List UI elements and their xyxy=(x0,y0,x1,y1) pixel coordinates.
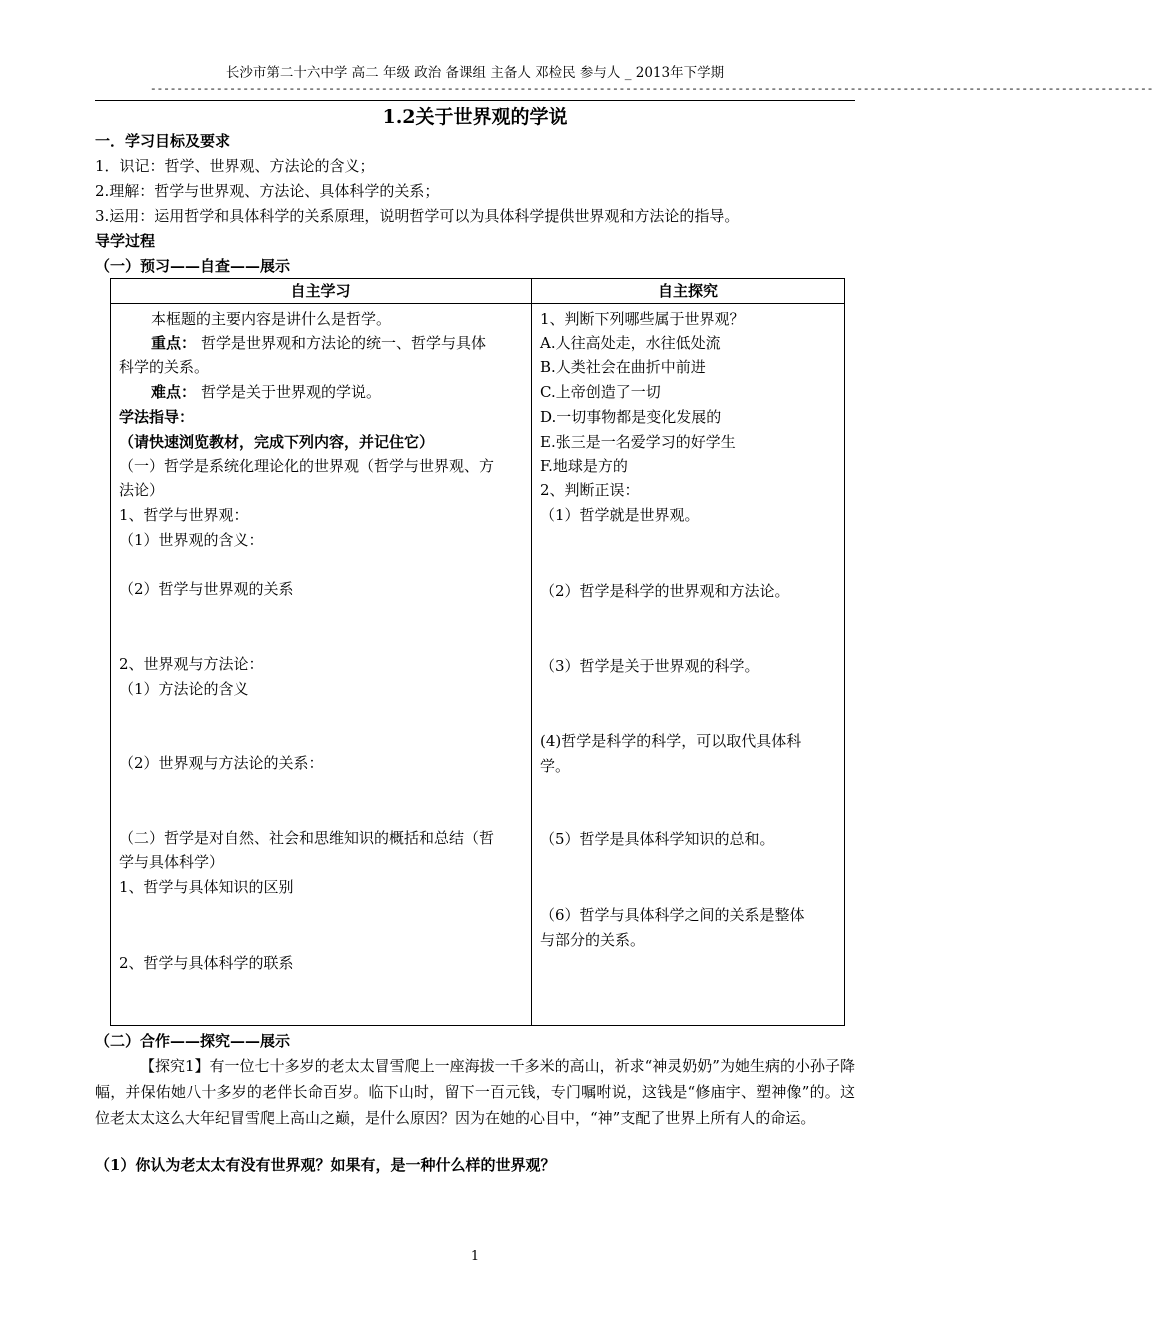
inquiry-paragraph: 【探究1】有一位七十多岁的老太太冒雪爬上一座海拔一千多米的高山，祈求“神灵奶奶”为她生病的小孙子降幅，并保佑她八十多岁的老伴长命百岁。临下山时，留下一百元钱，专门嘱咐说，这钱是“修庙宇、塑神像”的。这位老太太这么大年纪冒雪爬上高山之巅，是什么原因？因为在她的心目中，“神”支配了世界上所有人的命运。 xyxy=(95,1057,855,1127)
left-cell-line: 本框题的主要内容是讲什么是哲学。 xyxy=(151,310,392,328)
question-1: （1）你认为老太太有没有世界观？如果有，是一种什么样的世界观？ xyxy=(95,1156,556,1174)
right-cell-option: D.一切事物都是变化发展的 xyxy=(540,408,722,426)
page-number: 1 xyxy=(470,1249,480,1264)
table-column-divider xyxy=(531,278,532,1026)
right-cell-option: B.人类社会在曲折中前进 xyxy=(540,358,706,376)
right-cell-line: （5）哲学是具体科学知识的总和。 xyxy=(540,830,775,848)
left-cell-line: 2、世界观与方法论： xyxy=(119,655,264,673)
left-cell-label: 学法指导： xyxy=(119,408,195,426)
left-cell-line: （一）哲学是系统化理论化的世界观（哲学与世界观、方 xyxy=(119,457,495,475)
right-cell-option: E.张三是一名爱学习的好学生 xyxy=(540,433,736,451)
left-cell-line: （1）世界观的含义： xyxy=(119,531,264,549)
right-cell-line: 学。 xyxy=(540,757,571,775)
right-cell-line: （2）哲学是科学的世界观和方法论。 xyxy=(540,582,790,600)
header-rule xyxy=(95,100,855,101)
left-cell-line: （2）世界观与方法论的关系： xyxy=(119,754,324,772)
left-cell-line: 1、哲学与具体知识的区别 xyxy=(119,878,294,896)
part1-heading: （一）预习——自查——展示 xyxy=(95,257,291,275)
right-cell-line: （6）哲学与具体科学之间的关系是整体 xyxy=(540,906,805,924)
left-cell-label: 难点： xyxy=(151,383,197,401)
goal-item: 2.理解：哲学与世界观、方法论、具体科学的关系； xyxy=(95,182,440,200)
document-title: 1.2关于世界观的学说 xyxy=(382,106,568,128)
left-cell-line: （1）方法论的含义 xyxy=(119,680,249,698)
left-cell-line: 哲学是关于世界观的学说。 xyxy=(201,383,382,401)
goal-item: 1．识记：哲学、世界观、方法论的含义； xyxy=(95,157,375,175)
section-heading-goals: 一．学习目标及要求 xyxy=(95,132,231,150)
left-cell-line: 科学的关系。 xyxy=(119,358,210,376)
header-dashed-rule: -------------------------------------------------------------------------------------------------------------------------------------------------------- xyxy=(150,84,1153,96)
right-cell-line: (4)哲学是科学的科学，可以取代具体科 xyxy=(540,732,802,750)
left-cell-line: 学与具体科学） xyxy=(119,853,225,871)
left-cell-line: 1、哲学与世界观： xyxy=(119,506,249,524)
page-header: 长沙市第二十六中学 高二 年级 政治 备课组 主备人 邓检民 参与人 _ 2013年下学期 xyxy=(225,65,725,81)
left-cell-line: （2）哲学与世界观的关系 xyxy=(119,580,294,598)
left-cell-line: 法论） xyxy=(119,481,165,499)
table-header-self-inquiry: 自主探究 xyxy=(657,282,718,300)
right-cell-option: F.地球是方的 xyxy=(540,457,628,475)
left-cell-instruction: （请快速浏览教材，完成下列内容，并记住它） xyxy=(119,433,435,451)
goal-item: 3.运用：运用哲学和具体科学的关系原理，说明哲学可以为具体科学提供世界观和方法论的指导。 xyxy=(95,207,740,225)
part2-heading: （二）合作——探究——展示 xyxy=(95,1032,291,1050)
left-cell-line: 哲学是世界观和方法论的统一、哲学与具体 xyxy=(201,334,487,352)
right-cell-line: 与部分的关系。 xyxy=(540,931,646,949)
left-cell-label: 重点： xyxy=(151,334,197,352)
left-cell-line: （二）哲学是对自然、社会和思维知识的概括和总结（哲 xyxy=(119,829,495,847)
right-cell-option: C.上帝创造了一切 xyxy=(540,383,661,401)
right-cell-option: A.人往高处走，水往低处流 xyxy=(540,334,721,352)
right-cell-line: （1）哲学就是世界观。 xyxy=(540,506,700,524)
right-cell-line: 1、判断下列哪些属于世界观？ xyxy=(540,310,745,328)
table-header-self-study: 自主学习 xyxy=(290,282,351,300)
right-cell-line: 2、判断正误： xyxy=(540,481,640,499)
right-cell-line: （3）哲学是关于世界观的科学。 xyxy=(540,657,760,675)
guide-heading: 导学过程 xyxy=(95,232,156,250)
left-cell-line: 2、哲学与具体科学的联系 xyxy=(119,954,294,972)
table-header-divider xyxy=(110,303,845,304)
